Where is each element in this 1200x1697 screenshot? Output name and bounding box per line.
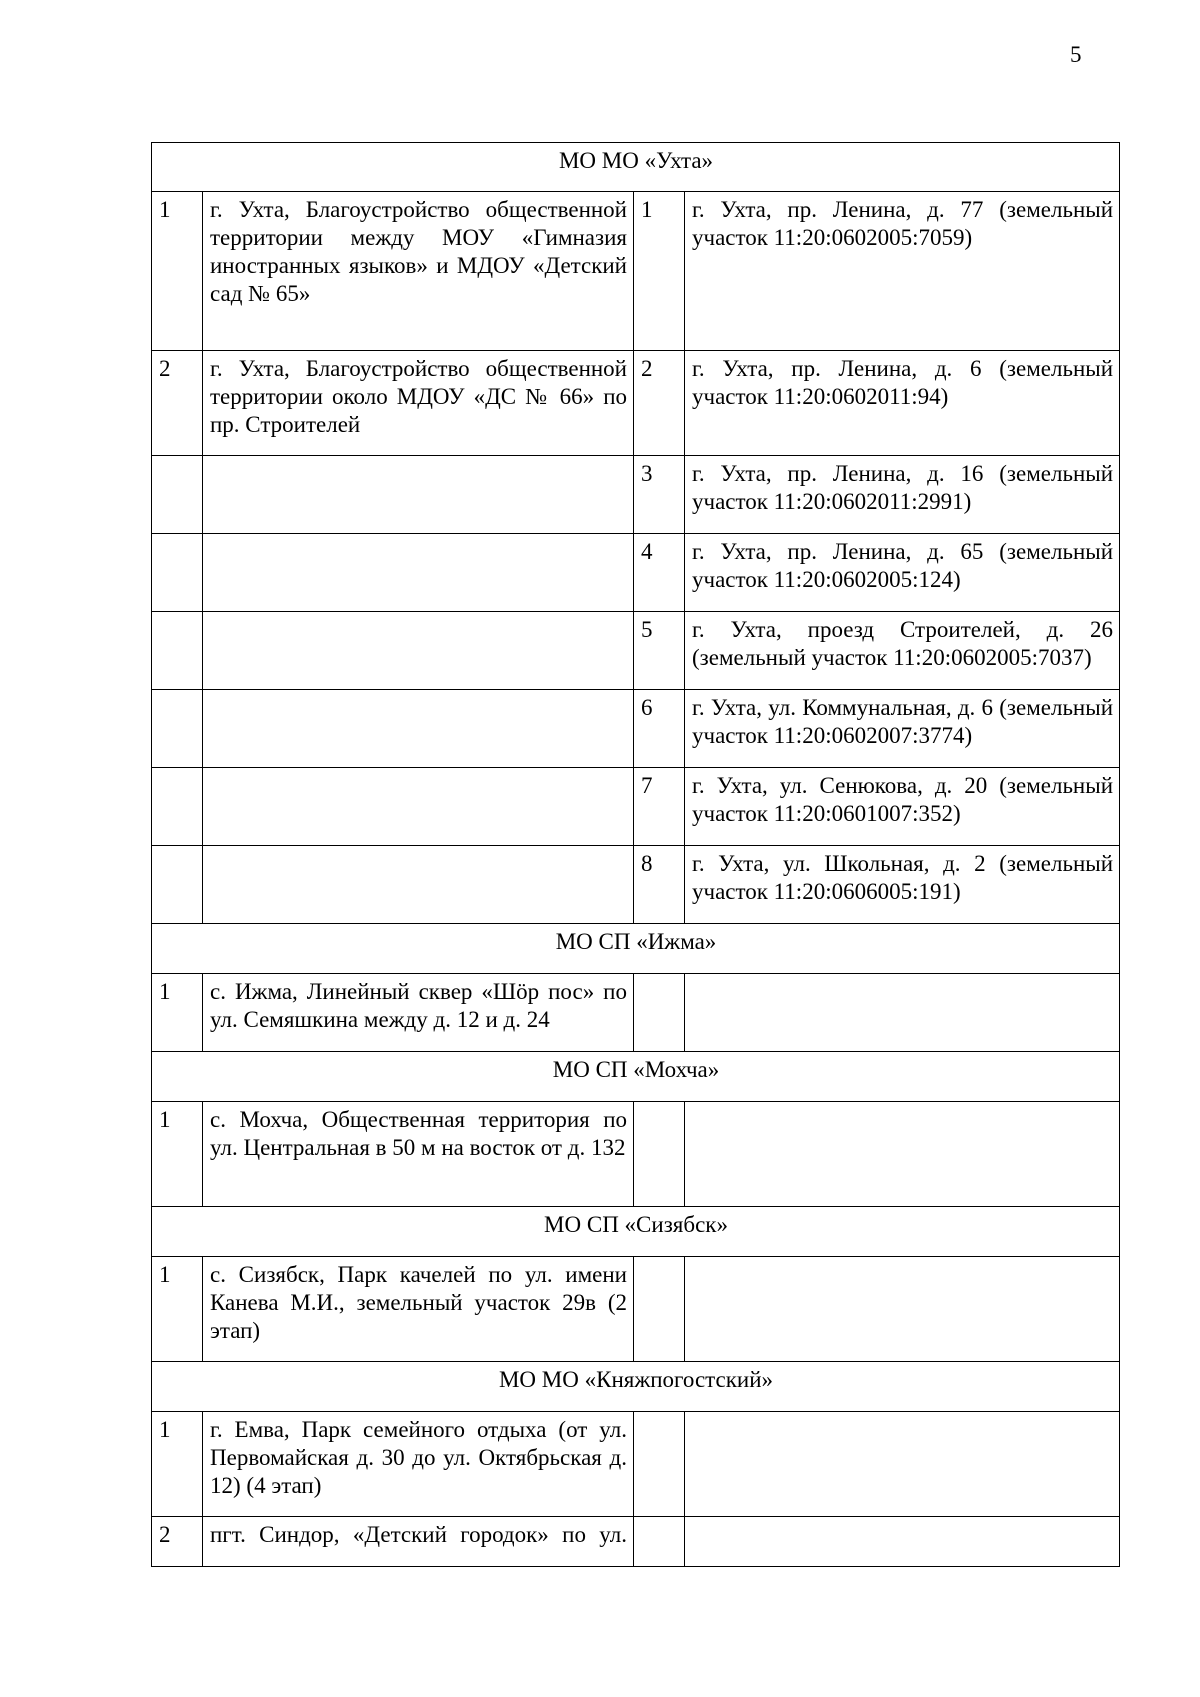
row-number-left (152, 846, 203, 924)
row-number-right: 8 (634, 846, 685, 924)
territory-cell: г. Емва, Парк семейного отдыха (от ул. Первомайская д. 30 до ул. Октябрьская д. 12) (4 этап) (203, 1412, 634, 1517)
row-number-left (152, 534, 203, 612)
row-number-right: 2 (634, 351, 685, 456)
table-row (152, 1517, 1120, 1567)
section-title: МО СП «Мохча» (152, 1052, 1120, 1102)
table-row (152, 1412, 1120, 1517)
territory-cell: с. Мохча, Общественная территория по ул. Центральная в 50 м на восток от д. 132 (203, 1102, 634, 1207)
section-title: МО СП «Ижма» (152, 924, 1120, 974)
address-cell: г. Ухта, ул. Коммунальная, д. 6 (земельный участок 11:20:0602007:3774) (685, 690, 1120, 768)
table-row (152, 690, 1120, 768)
table-row (152, 1102, 1120, 1207)
section-header-row (152, 924, 1120, 974)
territory-cell (203, 456, 634, 534)
table-row (152, 1257, 1120, 1362)
territory-cell (203, 768, 634, 846)
table-row (152, 534, 1120, 612)
territory-cell (203, 846, 634, 924)
address-cell: г. Ухта, ул. Школьная, д. 2 (земельный участок 11:20:0606005:191) (685, 846, 1120, 924)
row-number-left: 1 (152, 192, 203, 351)
table-row (152, 351, 1120, 456)
row-number-left: 1 (152, 1102, 203, 1207)
row-number-right: 1 (634, 192, 685, 351)
row-number-right (634, 1257, 685, 1362)
row-number-left (152, 456, 203, 534)
row-number-left (152, 690, 203, 768)
row-number-left: 1 (152, 1412, 203, 1517)
section-header-row (152, 1362, 1120, 1412)
row-number-right (634, 1517, 685, 1567)
section-header-row (152, 143, 1120, 192)
address-cell: г. Ухта, пр. Ленина, д. 6 (земельный участок 11:20:0602011:94) (685, 351, 1120, 456)
row-number-left (152, 768, 203, 846)
table-row (152, 192, 1120, 351)
table-row (152, 974, 1120, 1052)
section-header-row (152, 1052, 1120, 1102)
territory-cell: г. Ухта, Благоустройство общественной территории между МОУ «Гимназия иностранных языков» и МДОУ «Детский сад № 65» (203, 192, 634, 351)
document-table (151, 142, 1120, 1567)
section-title: МО СП «Сизябск» (152, 1207, 1120, 1257)
row-number-right (634, 1102, 685, 1207)
section-title: МО МО «Ухта» (152, 143, 1120, 192)
territory-cell: г. Ухта, Благоустройство общественной территории около МДОУ «ДС № 66» по пр. Строителей (203, 351, 634, 456)
address-cell: г. Ухта, пр. Ленина, д. 65 (земельный участок 11:20:0602005:124) (685, 534, 1120, 612)
row-number-left: 1 (152, 1257, 203, 1362)
row-number-right (634, 1412, 685, 1517)
address-cell (685, 1517, 1120, 1567)
table-row (152, 846, 1120, 924)
page-number: 5 (1070, 42, 1082, 67)
territory-cell (203, 612, 634, 690)
row-number-left: 2 (152, 1517, 203, 1567)
row-number-left: 2 (152, 351, 203, 456)
address-cell (685, 1257, 1120, 1362)
row-number-right: 3 (634, 456, 685, 534)
table-row (152, 612, 1120, 690)
address-cell: г. Ухта, пр. Ленина, д. 77 (земельный участок 11:20:0602005:7059) (685, 192, 1120, 351)
row-number-right: 7 (634, 768, 685, 846)
address-cell: г. Ухта, пр. Ленина, д. 16 (земельный участок 11:20:0602011:2991) (685, 456, 1120, 534)
territory-cell (203, 690, 634, 768)
territory-cell: пгт. Синдор, «Детский городок» по ул. (203, 1517, 634, 1567)
row-number-right: 6 (634, 690, 685, 768)
row-number-right: 4 (634, 534, 685, 612)
address-cell (685, 974, 1120, 1052)
address-cell (685, 1412, 1120, 1517)
territory-cell: с. Ижма, Линейный сквер «Шӧр пос» по ул. Семяшкина между д. 12 и д. 24 (203, 974, 634, 1052)
section-title: МО МО «Княжпогостский» (152, 1362, 1120, 1412)
table-row (152, 456, 1120, 534)
row-number-left (152, 612, 203, 690)
row-number-right (634, 974, 685, 1052)
section-header-row (152, 1207, 1120, 1257)
address-cell (685, 1102, 1120, 1207)
row-number-right: 5 (634, 612, 685, 690)
territory-cell: с. Сизябск, Парк качелей по ул. имени Канева М.И., земельный участок 29в (2 этап) (203, 1257, 634, 1362)
territory-cell (203, 534, 634, 612)
address-cell: г. Ухта, проезд Строителей, д. 26 (земельный участок 11:20:0602005:7037) (685, 612, 1120, 690)
address-cell: г. Ухта, ул. Сенюкова, д. 20 (земельный участок 11:20:0601007:352) (685, 768, 1120, 846)
table-row (152, 768, 1120, 846)
row-number-left: 1 (152, 974, 203, 1052)
